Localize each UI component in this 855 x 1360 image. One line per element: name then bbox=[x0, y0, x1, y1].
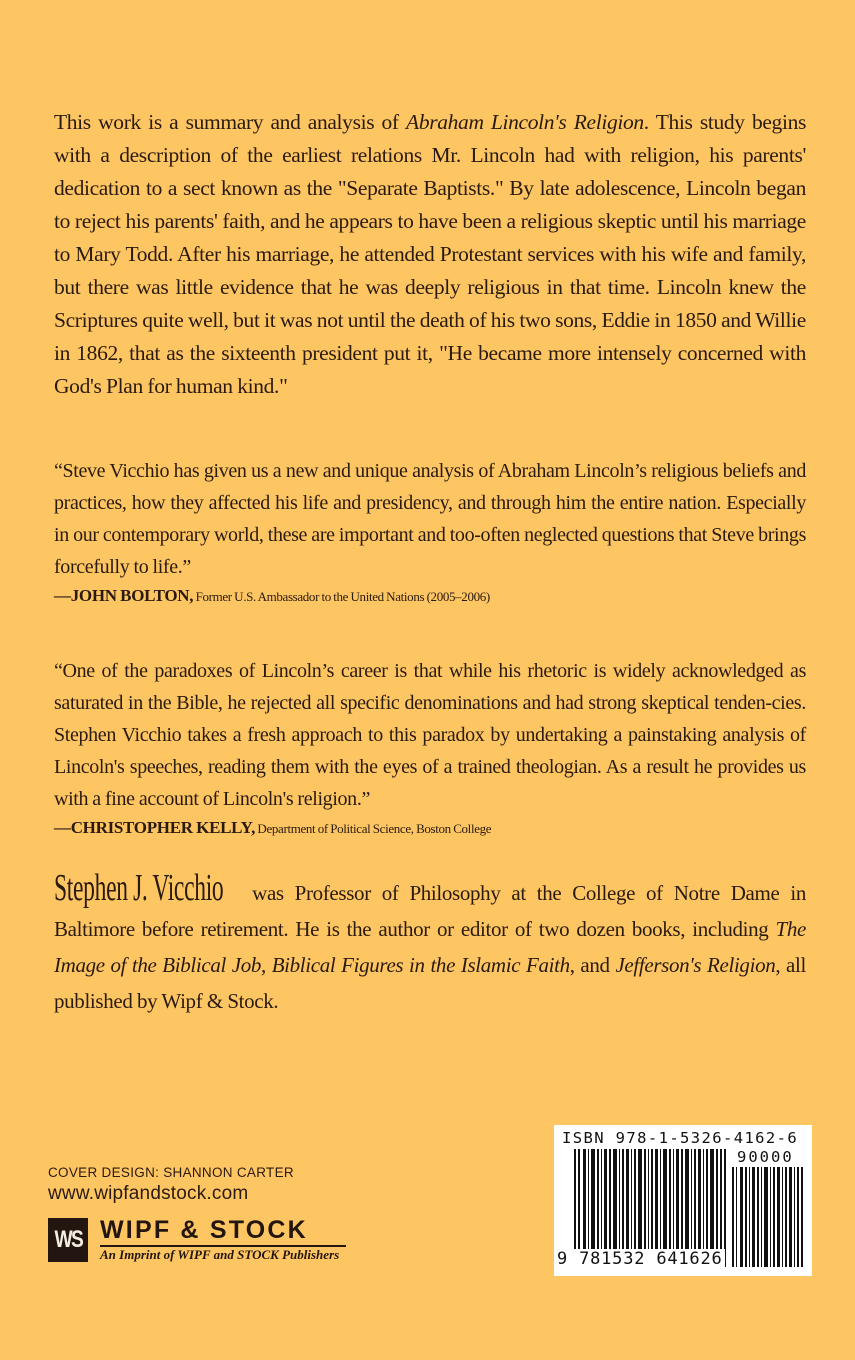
isbn-label: ISBN 978-1-5326-4162-6 bbox=[562, 1129, 799, 1147]
endorsement-attribution bbox=[54, 585, 806, 608]
publisher-logo bbox=[48, 1218, 348, 1264]
imprint-line: An Imprint of WIPF and STOCK Publishers bbox=[100, 1247, 340, 1262]
endorsement-bolton bbox=[54, 455, 806, 608]
endorsement-kelly bbox=[54, 655, 806, 840]
endorsement-quote: “Steve Vicchio has given us a new and unique analysis of Abraham Lincoln’s religious beliefs and practices, how they affected his life and presidency, and through him the entire nation. Especially in our contemporary world, these are important and too-often neglected questions that Steve brings forcefully to life.” bbox=[54, 460, 806, 578]
price-code: 90000 bbox=[737, 1148, 794, 1166]
book-title: Abraham Lincoln's Religion bbox=[406, 110, 644, 134]
book-description bbox=[54, 106, 806, 403]
endorsement-attribution bbox=[54, 817, 806, 840]
description-paragraph: This work is a summary and analysis of Abraham Lincoln's Religion. This study begins with a description of the earliest relations Mr. Lincoln had with religion, his parents' dedication to a sect known as the "Separate Baptists." By late adolescence, Lincoln began to reject his parents' faith, and he appears to have been a religious skeptic until his marriage to Mary Todd. After his marriage, he attended Protestant services with his wife and family, but there was little evidence that he was deeply religious in that time. Lincoln knew the Scriptures quite well, but it was not until the death of his two sons, Eddie in 1850 and Willie in 1862, that as the sixteenth president put it, "He became more intensely concerned with God's Plan for human kind." bbox=[54, 110, 806, 398]
cover-design-credit: COVER DESIGN: SHANNON CARTER bbox=[48, 1165, 294, 1180]
book-title: Jefferson's Religion bbox=[615, 953, 776, 977]
publisher-name: WIPF & STOCK bbox=[100, 1216, 308, 1244]
endorser-name: —CHRISTOPHER KELLY, bbox=[54, 818, 256, 837]
price-barcode-bars-icon bbox=[732, 1167, 804, 1267]
ws-logo-icon: WS bbox=[48, 1218, 88, 1262]
book-title: The Image of the Biblical Job, Biblical Figures in the Islamic Faith bbox=[54, 917, 806, 977]
endorser-title: Department of Political Science, Boston College bbox=[255, 821, 492, 836]
endorser-name: —JOHN BOLTON, bbox=[54, 586, 194, 605]
publisher-website: www.wipfandstock.com bbox=[48, 1183, 249, 1204]
ean-digits: 9 781532 641626 bbox=[557, 1249, 723, 1269]
endorser-title: Former U.S. Ambassador to the United Nations (2005–2006) bbox=[193, 589, 490, 604]
author-name: Stephen J. Vicchio bbox=[54, 867, 224, 909]
author-bio: Stephen J. Vicchio was Professor of Philosophy at the College of Notre Dame in Baltimore before retirement. He is the author or editor of two dozen books, including The Image of the Biblical Job, Biblical Figures in the Islamic Faith, and Jefferson's Religion, all published by Wipf & Stock. bbox=[54, 867, 806, 1013]
endorsement-quote: “One of the paradoxes of Lincoln’s career is that while his rhetoric is widely acknowledged as saturated in the Bible, he rejected all specific denominations and had strong skeptical tenden-cies. Stephen Vicchio takes a fresh approach to this paradox by undertaking a painstaking analysis of Lincoln's speeches, reading them with the eyes of a trained theologian. As a result he provides us with a fine account of Lincoln's religion.” bbox=[54, 660, 806, 810]
isbn-barcode bbox=[554, 1125, 812, 1276]
